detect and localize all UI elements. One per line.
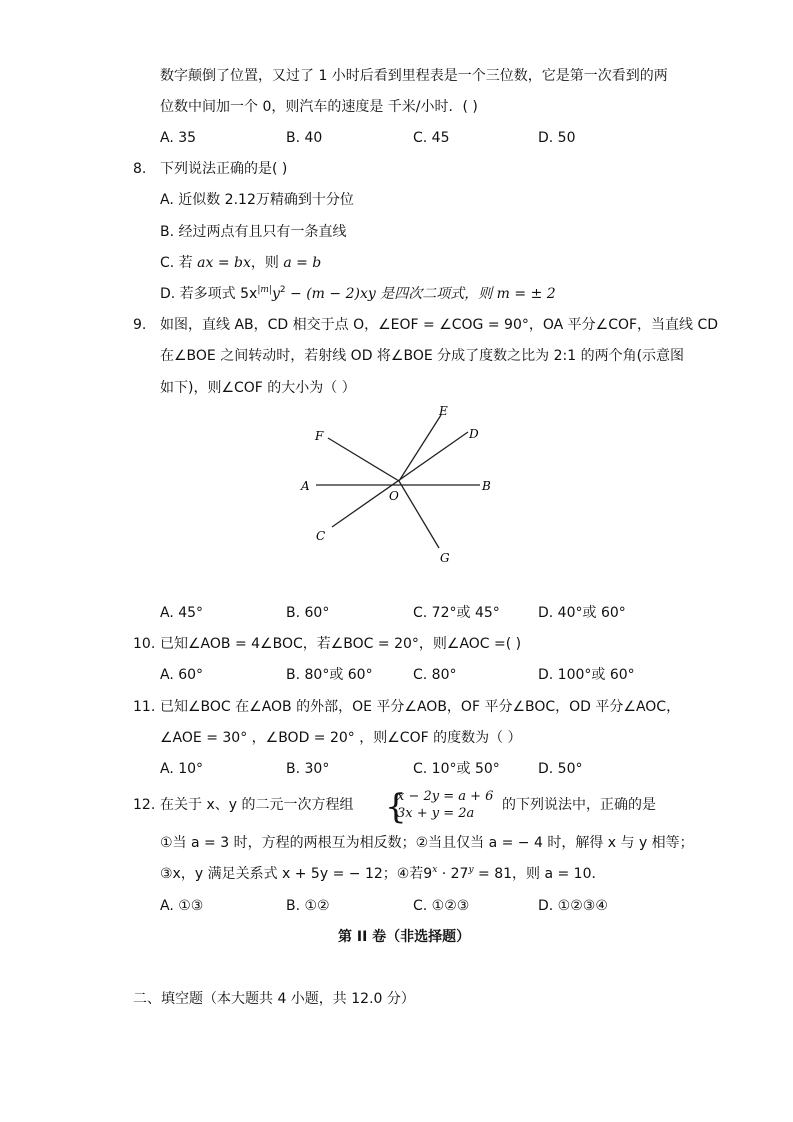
label-b: B [482,479,491,493]
q12-option-d: D. ①②③④ [538,898,608,914]
q12-line2: ①当 a = 3 时，方程的两根互为相反数；②当且仅当 a = − 4 时，解得 x 与 y 相等； [160,835,694,851]
q11-option-a: A. 10° [160,761,204,777]
q7-option-d: D. 50 [538,130,576,146]
q11-option-d: D. 50° [538,761,583,777]
q9-figure [296,405,496,570]
label-c: C [316,529,326,543]
q8-d-rest: − (m − 2)xy 是四次二项式，则 [285,286,497,302]
q8-option-d [160,284,556,304]
q11-line1: 已知∠BOC 在∠AOB 的外部，OE 平分∠AOB，OF 平分∠BOC，OD 平分∠AOC， [160,699,681,715]
q7-option-c: C. 45 [413,130,450,146]
q9-line2: 在∠BOE 之间转动时，若射线 OD 将∠BOE 分成了度数之比为 2:1 的两个角(示意图 [160,348,685,364]
label-o: O [389,489,399,503]
q12-line3-prefix: ③x，y 满足关系式 x + 5y = − 12；④若9 [160,866,433,882]
label-g: G [440,551,450,565]
section-two-heading: 二、填空题（本大题共 4 小题，共 12.0 分） [133,991,415,1007]
ray-og [399,481,439,548]
equation-brace: { [385,787,407,827]
q9-option-b: B. 60° [286,605,330,621]
q10-stem: 已知∠AOB = 4∠BOC，若∠BOC = 20°，则∠AOC =( ) [160,636,522,652]
q8-d-y: y [271,286,280,302]
q8-c-equation: ax = bx [197,255,251,271]
q10-option-b: B. 80°或 60° [286,667,373,683]
q10-number: 10. [133,636,156,652]
q12-line3 [160,864,605,884]
q8-c-conclusion: a = b [283,255,322,271]
q10-option-a: A. 60° [160,667,204,683]
q7-option-b: B. 40 [286,130,323,146]
q9-line3: 如下)，则∠COF 的大小为（ ） [160,380,356,396]
q7-option-a: A. 35 [160,130,197,146]
q10-option-c: C. 80° [413,667,457,683]
q12-option-a: A. ①③ [160,898,204,914]
q8-d-exponent-m: |m| [257,285,272,295]
label-f: F [315,429,324,443]
q8-d-prefix: D. 若多项式 5x [160,286,258,302]
q12-equation-1: x − 2y = a + 6 [397,789,494,804]
q7-line2: 位数中间加一个 0，则汽车的速度是 千米/小时．( ) [160,99,478,115]
part-two-title: 第 II 卷（非选择题） [338,929,471,945]
q12-equation-2: 3x + y = 2a [397,806,475,821]
q12-line3-suffix: = 81，则 a = 10． [473,866,606,882]
q12-line3-middle: · 27 [437,866,469,882]
q7-line1: 数字颠倒了位置，又过了 1 小时后看到里程表是一个三位数，它是第一次看到的两 [160,68,668,84]
q8-option-a: A. 近似数 2.12万精确到十分位 [160,192,354,208]
q12-stem-suffix: 的下列说法中，正确的是 [502,797,656,813]
q8-option-c [160,253,321,273]
label-a: A [301,479,310,493]
q8-d-answer: m = ± 2 [496,286,556,302]
q8-d-exponent-2: 2 [279,285,286,295]
q9-option-d: D. 40°或 60° [538,605,626,621]
q12-exp-y: y [468,865,474,875]
label-e: E [439,405,448,418]
q9-option-a: A. 45° [160,605,204,621]
q10-option-d: D. 100°或 60° [538,667,635,683]
q8-c-middle: ，则 [250,255,284,271]
q11-option-c: C. 10°或 50° [413,761,500,777]
q12-option-c: C. ①②③ [413,898,470,914]
q8-c-prefix: C. 若 [160,255,198,271]
ray-of [328,438,399,481]
q12-exp-x: x [432,865,438,875]
q8-option-b: B. 经过两点有且只有一条直线 [160,224,347,240]
q9-line1: 如图，直线 AB，CD 相交于点 O，∠EOF = ∠COG = 90°，OA 平分∠COF，当直线 CD [160,317,719,333]
q9-option-c: C. 72°或 45° [413,605,500,621]
q12-number: 12. [133,797,156,813]
q8-number: 8. [133,161,147,177]
q11-line2: ∠AOE = 30° ，∠BOD = 20° ，则∠COF 的度数为（ ） [160,730,522,746]
q12-stem-prefix: 在关于 x、y 的二元一次方程组 [160,797,354,813]
label-d: D [469,427,479,441]
ray-oe [399,415,441,481]
q9-number: 9. [133,317,147,333]
q11-option-b: B. 30° [286,761,330,777]
q11-number: 11. [133,699,156,715]
q8-stem: 下列说法正确的是( ) [160,161,288,177]
q12-option-b: B. ①② [286,898,330,914]
